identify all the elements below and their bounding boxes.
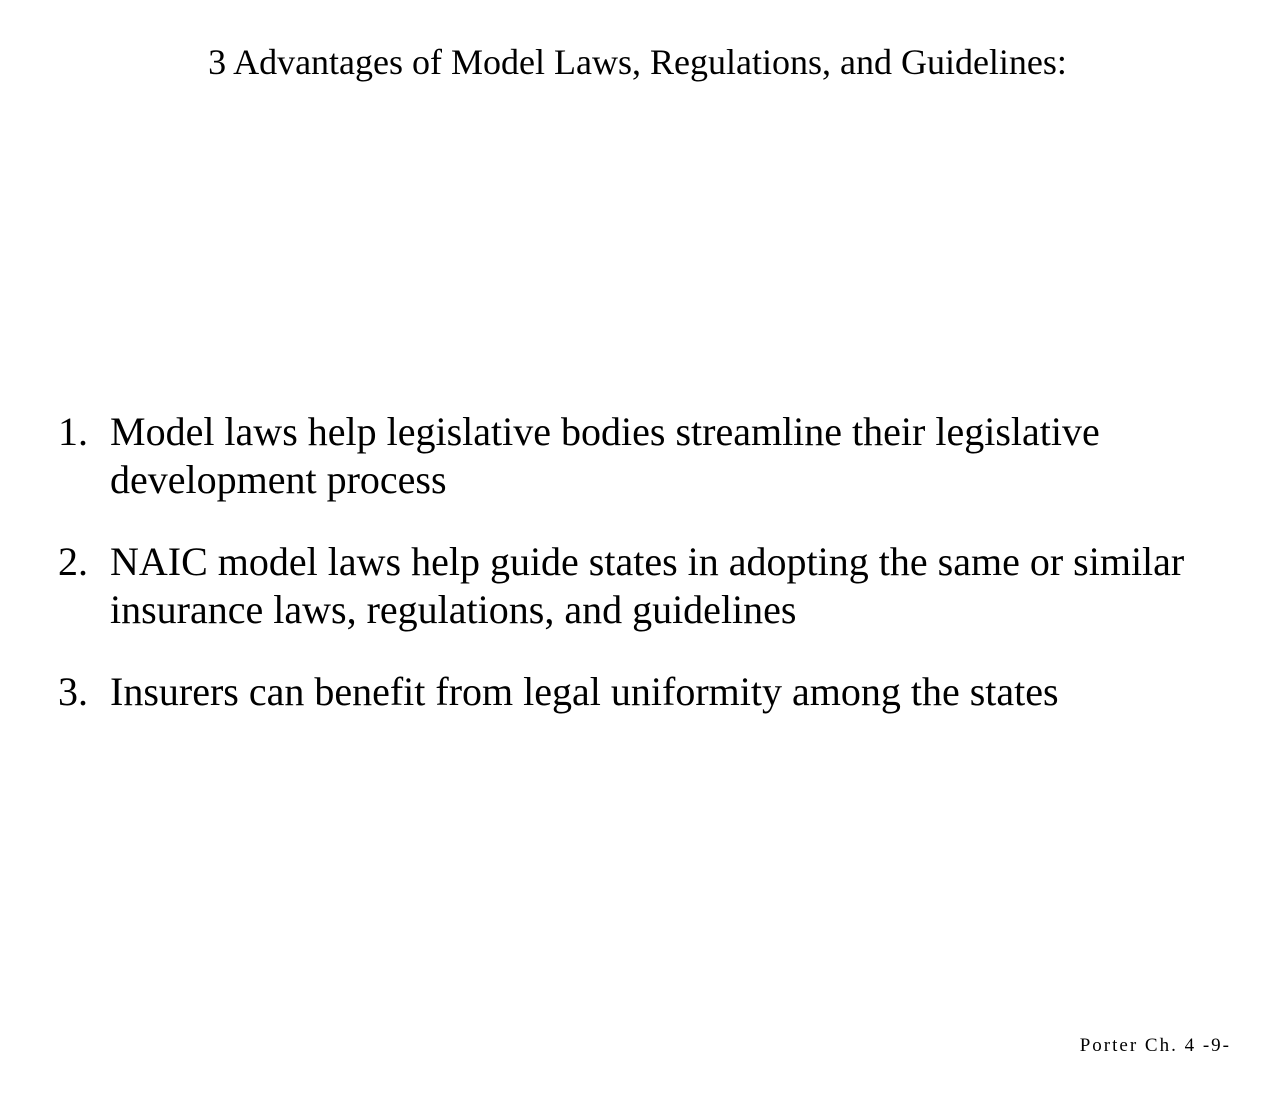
list-item — [58, 668, 1228, 716]
list-item-number: 1. — [58, 409, 88, 454]
list-item-text: NAIC model laws help guide states in adopting the same or similar insurance laws, regulations, and guidelines — [110, 539, 1185, 632]
list-item-number: 3. — [58, 669, 88, 714]
slide-title: 3 Advantages of Model Laws, Regulations, and Guidelines: — [208, 42, 1067, 82]
list-item-text: Insurers can benefit from legal uniformity among the states — [110, 669, 1059, 714]
page-footer: Porter Ch. 4 -9- — [1079, 1035, 1231, 1056]
advantages-list — [58, 408, 1228, 750]
list-item — [58, 538, 1228, 634]
list-item-number: 2. — [58, 539, 88, 584]
list-item-text: Model laws help legislative bodies streamline their legislative development process — [110, 409, 1100, 502]
list-item — [58, 408, 1228, 504]
